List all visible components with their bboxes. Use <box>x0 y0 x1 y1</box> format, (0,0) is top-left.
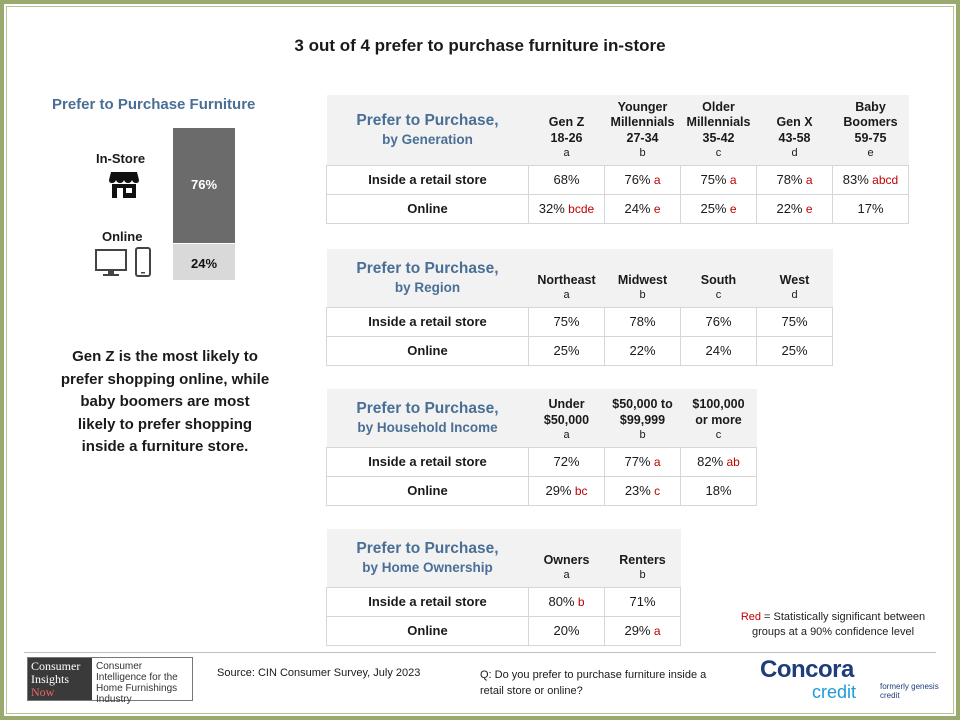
table-cell <box>681 194 757 223</box>
cell-value: 76% <box>705 314 732 329</box>
significance-letters: a <box>650 624 661 638</box>
store-icon <box>108 170 140 200</box>
table-cell <box>605 336 681 365</box>
table-title-main: Prefer to Purchase, <box>356 399 499 417</box>
column-header-line: Baby <box>855 99 886 114</box>
table-cell <box>757 307 833 336</box>
column-header <box>605 529 681 587</box>
cell-value: 23% <box>624 483 651 498</box>
column-letter: c <box>715 429 722 441</box>
table-header-row <box>327 529 681 587</box>
table-cell <box>757 194 833 223</box>
row-label: Online <box>327 476 529 505</box>
cell-value: 83% <box>842 172 869 187</box>
column-header-line: Millennials <box>686 115 751 129</box>
cell-value: 80% <box>548 594 575 609</box>
cell-value: 29% <box>624 623 651 638</box>
table-ownership <box>326 529 681 646</box>
cell-value: 68% <box>553 172 580 187</box>
column-letter: a <box>563 429 570 441</box>
table-title <box>327 249 529 307</box>
column-header-line: or more <box>695 412 742 427</box>
significance-red-word: Red <box>740 611 761 623</box>
significance-letters: e <box>802 202 813 216</box>
column-header-line: 59-75 <box>854 130 887 145</box>
table-row <box>327 194 909 223</box>
significance-letters: a <box>650 173 661 187</box>
column-header-line: Midwest <box>617 272 668 287</box>
significance-letters: a <box>650 455 661 469</box>
column-letter: d <box>791 289 798 301</box>
table-cell <box>605 165 681 194</box>
column-header <box>605 95 681 165</box>
cell-value: 82% <box>697 454 724 469</box>
column-header-line: 27-34 <box>626 130 659 145</box>
cell-value: 25% <box>553 343 580 358</box>
formerly-note: formerly genesis credit <box>880 682 939 700</box>
table-title-main: Prefer to Purchase, <box>356 259 499 277</box>
table-income <box>326 389 757 506</box>
cell-value: 22% <box>629 343 656 358</box>
table-cell <box>529 476 605 505</box>
row-label: Inside a retail store <box>327 587 529 616</box>
column-header-line: West <box>779 272 810 287</box>
column-header <box>833 95 909 165</box>
column-header <box>605 249 681 307</box>
cell-value: 75% <box>781 314 808 329</box>
table-row <box>327 616 681 645</box>
table-cell <box>605 616 681 645</box>
table-title-main: Prefer to Purchase, <box>356 111 499 129</box>
column-letter: d <box>791 147 798 159</box>
column-letter: a <box>563 289 570 301</box>
source-note: Source: CIN Consumer Survey, July 2023 <box>217 667 421 679</box>
column-header-line: 18-26 <box>550 130 583 145</box>
monitor-icon <box>94 248 128 278</box>
cell-value: 77% <box>624 454 651 469</box>
table-row <box>327 165 909 194</box>
cin-logo-line1: Consumer <box>31 659 81 673</box>
bar-instore-value: 76% <box>190 177 218 192</box>
significance-letters: abcd <box>868 173 899 187</box>
table-title-main: Prefer to Purchase, <box>356 539 499 557</box>
concora-logo-sub: credit <box>812 682 857 702</box>
table-cell <box>833 165 909 194</box>
table-row <box>327 336 833 365</box>
column-header <box>681 95 757 165</box>
table-cell <box>529 616 605 645</box>
significance-letters: ab <box>723 455 740 469</box>
table-header-row <box>327 389 757 447</box>
phone-icon <box>134 246 152 278</box>
cell-value: 78% <box>776 172 803 187</box>
cell-value: 17% <box>857 201 884 216</box>
column-header-line: Millennials <box>610 115 675 129</box>
cell-value: 32% <box>538 201 565 216</box>
column-header <box>529 249 605 307</box>
significance-letters: e <box>650 202 661 216</box>
cell-value: 78% <box>629 314 656 329</box>
row-label: Online <box>327 194 529 223</box>
table-cell <box>681 447 757 476</box>
column-header <box>681 389 757 447</box>
table-cell <box>605 476 681 505</box>
online-label: Online <box>102 229 143 244</box>
table-cell <box>757 336 833 365</box>
significance-letters: b <box>574 595 585 609</box>
column-header <box>757 249 833 307</box>
cin-logo-line3: Now <box>31 685 55 699</box>
table-cell <box>681 476 757 505</box>
cin-logo-tagline: Consumer Intelligence for the Home Furnishings Industry <box>96 661 178 705</box>
cell-value: 20% <box>553 623 580 638</box>
table-header-row <box>327 95 909 165</box>
table-cell <box>605 587 681 616</box>
page-title: 3 out of 4 prefer to purchase furniture in-store <box>294 36 666 55</box>
cell-value: 24% <box>624 201 651 216</box>
column-header-line: Younger <box>617 99 668 114</box>
instore-label: In-Store <box>96 151 146 166</box>
table-cell <box>605 194 681 223</box>
column-header <box>529 389 605 447</box>
cell-value: 75% <box>553 314 580 329</box>
cin-logo-line2: Insights <box>31 672 70 686</box>
column-header-line: Owners <box>543 552 590 567</box>
table-title <box>327 389 529 447</box>
table-row <box>327 307 833 336</box>
column-header-line: $50,000 to <box>612 397 673 411</box>
column-header-line: $50,000 <box>543 412 590 427</box>
column-letter: b <box>639 289 646 301</box>
table-cell <box>529 336 605 365</box>
table-region <box>326 249 833 366</box>
table-title-sub: by Household Income <box>357 419 498 435</box>
column-header-line: 35-42 <box>702 130 735 145</box>
column-header <box>605 389 681 447</box>
table-title-sub: by Generation <box>382 131 473 147</box>
row-label: Online <box>327 616 529 645</box>
column-letter: c <box>715 147 722 159</box>
table-cell <box>529 307 605 336</box>
significance-letters: a <box>802 173 813 187</box>
cell-value: 18% <box>705 483 732 498</box>
cell-value: 25% <box>781 343 808 358</box>
row-label: Inside a retail store <box>327 165 529 194</box>
column-header-line: Gen X <box>776 115 813 129</box>
cell-value: 75% <box>700 172 727 187</box>
column-header-line: South <box>700 272 737 287</box>
column-header-line: Under <box>548 397 585 411</box>
table-cell <box>529 587 605 616</box>
column-letter: a <box>563 569 570 581</box>
table-row <box>327 476 757 505</box>
survey-question: Q: Do you prefer to purchase furniture inside a retail store or online? <box>480 669 707 697</box>
table-title <box>327 95 529 165</box>
row-label: Online <box>327 336 529 365</box>
concora-logo: Concora <box>760 656 854 683</box>
cin-logo <box>27 657 193 705</box>
significance-note <box>733 610 933 640</box>
table-row <box>327 447 757 476</box>
row-label: Inside a retail store <box>327 447 529 476</box>
insight-text: Gen Z is the most likely to prefer shopping online, while baby boomers are most likely to prefer shopping inside a furniture store. <box>60 348 270 455</box>
table-cell <box>605 307 681 336</box>
cell-value: 29% <box>545 483 572 498</box>
column-header-line: Northeast <box>537 272 596 287</box>
column-header-line: 43-58 <box>778 130 811 145</box>
table-title <box>327 529 529 587</box>
cell-value: 22% <box>776 201 803 216</box>
cell-value: 76% <box>624 172 651 187</box>
column-header <box>757 95 833 165</box>
table-title-sub: by Home Ownership <box>362 559 493 575</box>
column-header <box>529 529 605 587</box>
cin-logo-mark <box>28 658 92 700</box>
table-cell <box>529 194 605 223</box>
column-letter: b <box>639 147 646 159</box>
column-header-line: Renters <box>619 552 666 567</box>
cell-value: 25% <box>700 201 727 216</box>
table-cell <box>681 307 757 336</box>
table-cell <box>605 447 681 476</box>
column-letter: e <box>867 147 874 159</box>
row-label: Inside a retail store <box>327 307 529 336</box>
significance-letters: c <box>650 484 661 498</box>
cell-value: 71% <box>629 594 656 609</box>
left-panel-heading: Prefer to Purchase Furniture <box>52 96 256 113</box>
column-letter: b <box>639 569 646 581</box>
footer-divider <box>24 652 936 653</box>
column-header-line: $100,000 <box>692 397 745 411</box>
significance-letters: a <box>726 173 737 187</box>
table-cell <box>681 336 757 365</box>
table-generation <box>326 95 909 224</box>
column-header-line: Older <box>702 99 735 114</box>
table-cell <box>681 165 757 194</box>
significance-letters: e <box>726 202 737 216</box>
table-cell <box>833 194 909 223</box>
column-header <box>529 95 605 165</box>
column-letter: c <box>715 289 722 301</box>
column-header-line: Boomers <box>843 115 898 129</box>
table-cell <box>529 165 605 194</box>
column-letter: b <box>639 429 646 441</box>
column-header <box>681 249 757 307</box>
table-cell <box>757 165 833 194</box>
table-header-row <box>327 249 833 307</box>
cell-value: 24% <box>705 343 732 358</box>
significance-letters: bc <box>571 484 588 498</box>
column-header-line: $99,999 <box>619 412 666 427</box>
significance-note-text: = Statistically significant between groups at a 90% confidence level <box>751 611 926 638</box>
cell-value: 72% <box>553 454 580 469</box>
bar-online-value: 24% <box>190 256 218 271</box>
column-header-line: Gen Z <box>548 115 585 129</box>
table-row <box>327 587 681 616</box>
significance-letters: bcde <box>564 202 595 216</box>
table-cell <box>529 447 605 476</box>
table-title-sub: by Region <box>394 279 461 295</box>
column-letter: a <box>563 147 570 159</box>
